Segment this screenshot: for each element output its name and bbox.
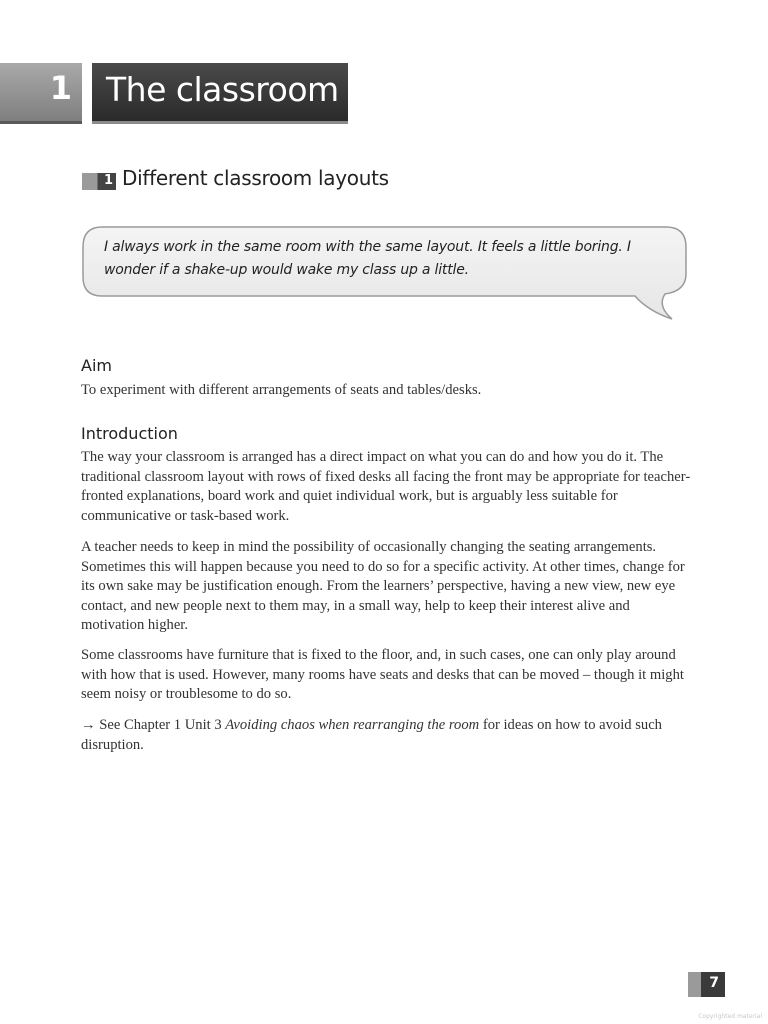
- unit-title: Different classroom layouts: [122, 166, 389, 190]
- aim-heading: Aim: [81, 356, 112, 375]
- chapter-header: [0, 63, 348, 121]
- page-number: 7: [709, 975, 719, 991]
- watermark: Copyrighted material: [698, 1013, 762, 1020]
- speech-bubble: [80, 224, 690, 324]
- chapter-number-box: [0, 63, 82, 121]
- cross-reference-prefix: → See Chapter 1 Unit 3: [81, 717, 226, 733]
- quote-text: I always work in the same room with the same layout. It feels a little boring. I wonder if a shake-up would wake my class up a little.: [104, 239, 631, 278]
- cross-reference-title: Avoiding chaos when rearranging the room: [225, 717, 480, 733]
- intro-paragraph-2: A teacher needs to keep in mind the possibility of occasionally changing the seating arrangements. Sometimes this will happen because you need to do so for a specific activity. At other times, change for its own sake may be justification enough. From the learners’ perspective, having a new view, new eye contact, and new people next to them may, in a small way, help to keep their interest alive and motivation higher.: [81, 539, 685, 633]
- introduction-heading: Introduction: [81, 424, 178, 443]
- intro-paragraph-3: Some classrooms have furniture that is fixed to the floor, and, in such cases, one can only play around with how that is used. However, many rooms have seats and desks that can be moved – though it might seem noisy or troublesome to do so.: [81, 647, 684, 702]
- chapter-title-box: [92, 63, 348, 121]
- page-number-box: [688, 972, 725, 997]
- aim-text: To experiment with different arrangements of seats and tables/desks.: [81, 382, 482, 398]
- unit-number: 1: [103, 173, 113, 188]
- chapter-title: The classroom: [106, 70, 339, 109]
- cross-reference-paragraph: [81, 716, 691, 755]
- chapter-number: 1: [49, 69, 72, 107]
- unit-badge: [82, 173, 116, 190]
- cross-reference-suffix: for ideas on how to avoid such disruption.: [81, 717, 662, 753]
- intro-paragraph-1: The way your classroom is arranged has a direct impact on what you can do and how you do it. The traditional classroom layout with rows of fixed desks all facing the front may be appropriate for teacher-fronted explanations, board work and quiet individual work, but is arguably less suitable for communicative or task-based work.: [81, 449, 691, 524]
